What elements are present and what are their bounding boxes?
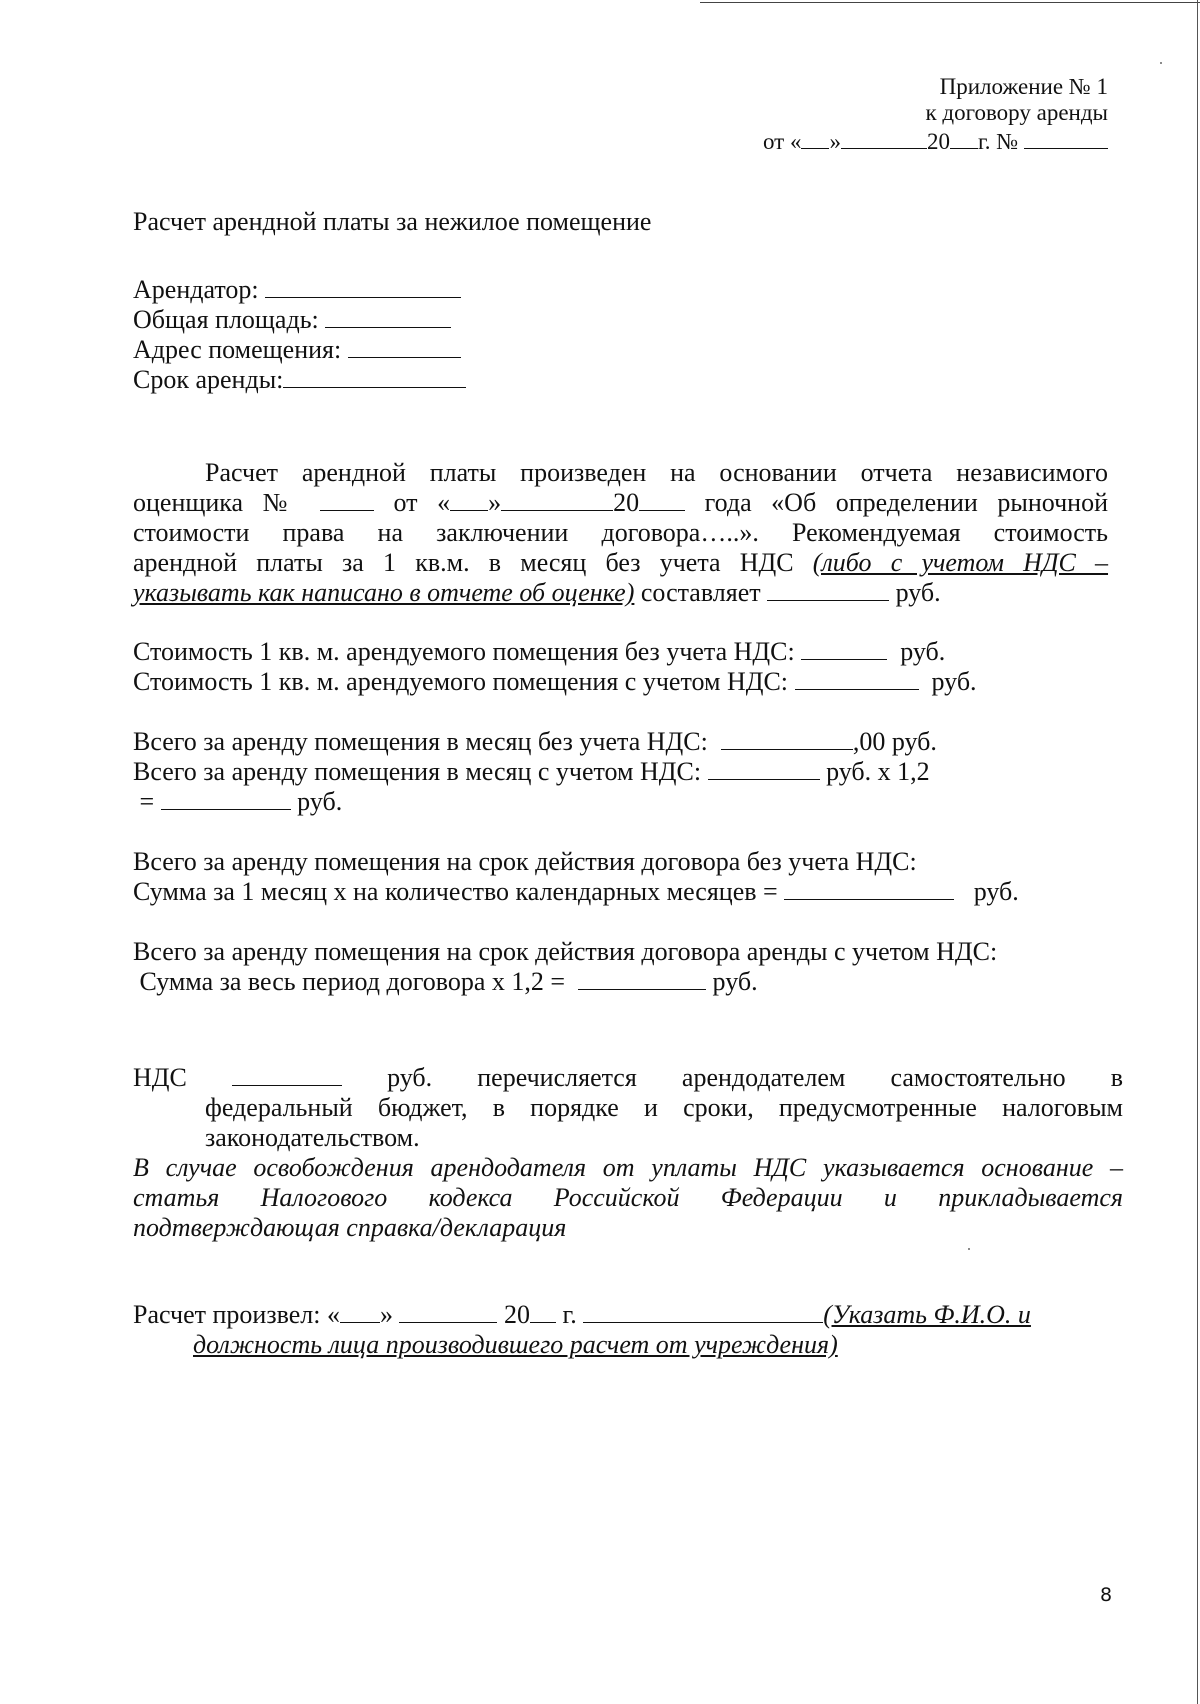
cost-no-vat-blank [801, 637, 887, 660]
term-no-vat-blank [784, 877, 954, 900]
document-title: Расчет арендной платы за нежилое помещение [133, 207, 652, 236]
tenant-blank [265, 275, 461, 298]
vat-line-1: НДС руб. перечисляется арендодателем самостоятельно в [133, 1063, 1124, 1092]
year-blank [950, 126, 978, 149]
tenant-field: Арендатор: [133, 275, 1123, 305]
paragraph-line-5: указывать как написано в отчете об оценке) составляет руб. [133, 578, 941, 607]
scan-speck [1160, 62, 1162, 64]
day-blank [801, 126, 829, 149]
vat-exemption-line-1: В случае освобождения арендодателя от уплаты НДС указывается основание – [133, 1153, 1123, 1182]
monthly-rent-block [133, 727, 1123, 817]
monthly-no-vat-blank [721, 727, 853, 750]
report-number-blank [320, 488, 374, 511]
signature-blank [583, 1300, 823, 1323]
paragraph-line-1: Расчет арендной платы произведен на основании отчета независимого [205, 458, 1108, 487]
recommended-cost-blank [767, 578, 889, 601]
term-with-vat-block [133, 937, 1123, 997]
scan-edge-top [700, 2, 1200, 3]
report-day-blank [450, 488, 488, 511]
monthly-result-line: = руб. [139, 787, 343, 816]
page-number: 8 [1100, 1584, 1113, 1606]
signature-line-2: должность лица производившего расчет от учреждения) [193, 1330, 838, 1359]
scan-speck [968, 1248, 970, 1250]
appendix-header [763, 74, 1108, 155]
scan-edge-right [1197, 0, 1198, 1704]
paragraph-line-4: арендной платы за 1 кв.м. в месяц без учета НДС (либо с учетом НДС – [133, 548, 1109, 577]
cost-per-sqm-block [133, 637, 1123, 697]
vat-amount-blank [232, 1063, 342, 1086]
paragraph-line-2: оценщика № от « » 20 года «Об определении рыночной [133, 488, 1108, 517]
cost-with-vat-blank [795, 667, 919, 690]
appendix-contract-ref: к договору аренды [925, 100, 1108, 125]
term-field: Срок аренды: [133, 365, 1123, 395]
vat-exemption-line-2: статья Налогового кодекса Российской Федерации и прикладывается [133, 1183, 1123, 1212]
cost-with-vat-line: Стоимость 1 кв. м. арендуемого помещения с учетом НДС: руб. [133, 667, 977, 696]
signature-month-blank [399, 1300, 497, 1323]
term-with-vat-blank [578, 967, 706, 990]
address-blank [348, 335, 461, 358]
contract-number-blank [1024, 126, 1108, 149]
vat-paragraph [133, 1063, 1123, 1243]
term-no-vat-formula: Сумма за 1 месяц х на количество календарных месяцев = руб. [133, 877, 1019, 906]
vat-line-3: законодательством. [205, 1123, 420, 1152]
vat-line-2: федеральный бюджет, в порядке и сроки, предусмотренные налоговым [205, 1093, 1123, 1122]
signature-year-blank [530, 1300, 556, 1323]
area-blank [325, 305, 451, 328]
paragraph-line-3: стоимости права на заключении договора…..». Рекомендуемая стоимость [133, 518, 1108, 547]
signature-block [133, 1300, 1108, 1360]
term-no-vat-heading: Всего за аренду помещения на срок действия договора без учета НДС: [133, 847, 917, 876]
term-with-vat-heading: Всего за аренду помещения на срок действия договора аренды с учетом НДС: [133, 937, 998, 966]
document-title-block [133, 207, 1123, 237]
cost-no-vat-line: Стоимость 1 кв. м. арендуемого помещения без учета НДС: руб. [133, 637, 946, 666]
monthly-with-vat-line: Всего за аренду помещения в месяц с учетом НДС: руб. х 1,2 [133, 757, 930, 786]
monthly-with-vat-blank [708, 757, 820, 780]
term-no-vat-block [133, 847, 1123, 907]
term-blank [283, 365, 466, 388]
calculation-basis-paragraph [133, 458, 1108, 608]
monthly-no-vat-line: Всего за аренду помещения в месяц без учета НДС: ,00 руб. [133, 727, 937, 756]
signature-day-blank [340, 1300, 380, 1323]
appendix-date-line: от « » 20 г. № [763, 126, 1108, 155]
signature-line-1: Расчет произвел: « » 20 г. (Указать Ф.И.О. и [133, 1300, 1031, 1329]
tenant-fields [133, 275, 1123, 395]
term-with-vat-formula: Сумма за весь период договора х 1,2 = руб. [139, 967, 758, 996]
appendix-title: Приложение № 1 [939, 74, 1108, 99]
address-field: Адрес помещения: [133, 335, 1123, 365]
monthly-result-blank [161, 787, 291, 810]
report-month-blank [501, 488, 613, 511]
report-year-blank [639, 488, 685, 511]
vat-exemption-line-3: подтверждающая справка/декларация [133, 1213, 567, 1242]
area-field: Общая площадь: [133, 305, 1123, 335]
month-blank [841, 126, 927, 149]
